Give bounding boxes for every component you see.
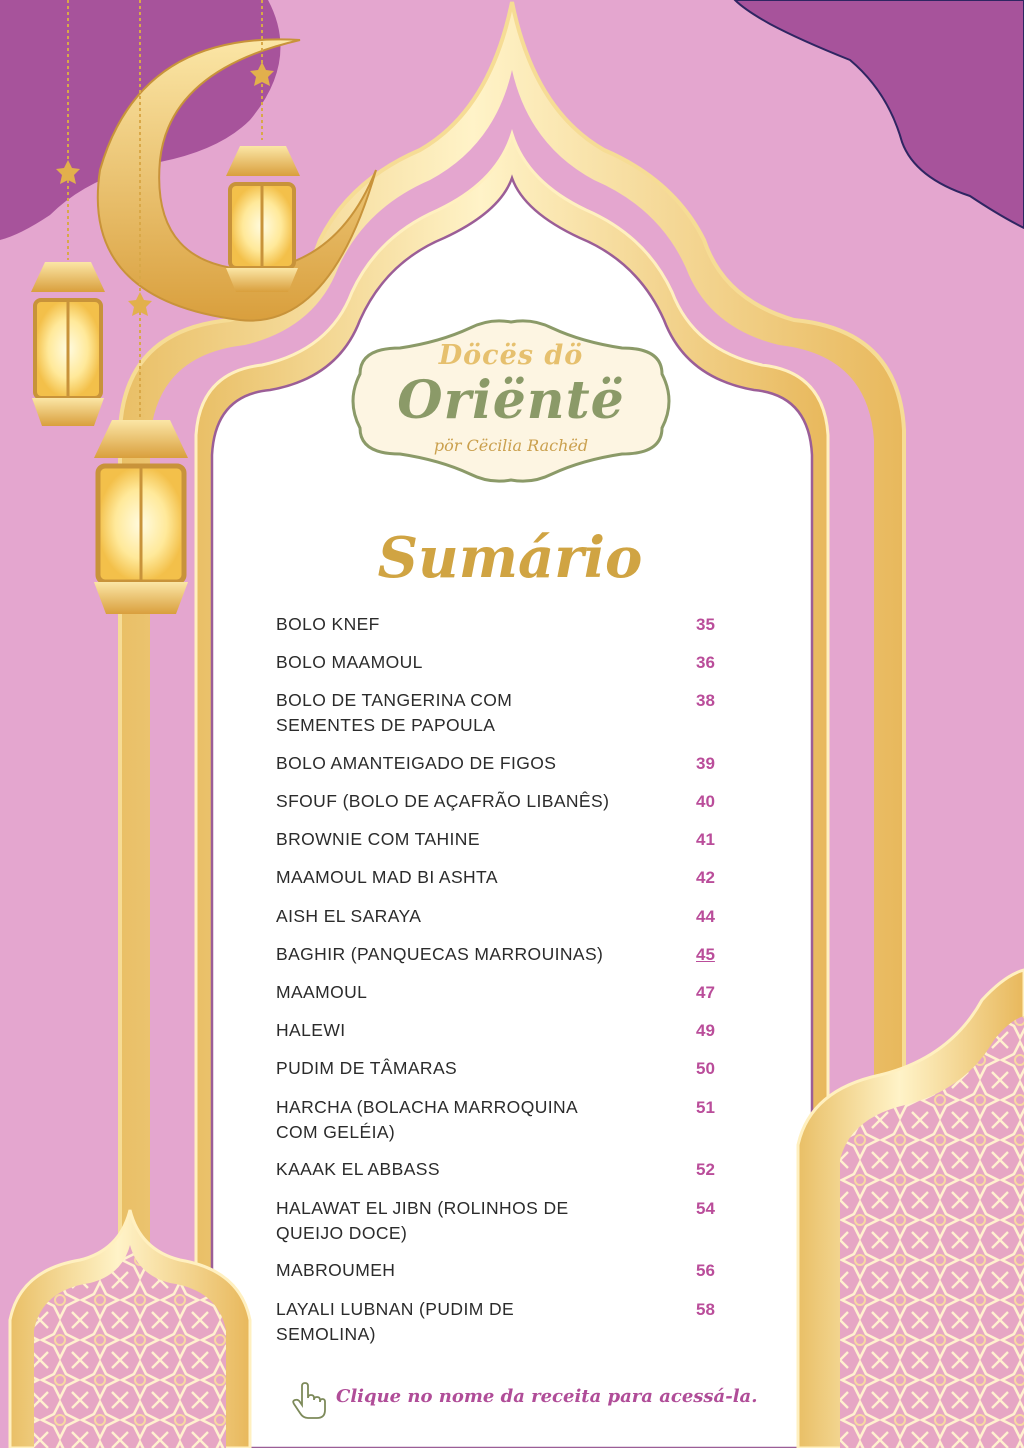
toc-recipe-link[interactable] [276,1095,656,1145]
toc-page-number[interactable]: 35 [696,615,715,634]
toc-recipe-name-line: HARCHA (BOLACHA MARROQUINA [276,1097,579,1117]
toc-recipe-link[interactable] [276,827,656,852]
toc-recipe-name-line: MAAMOUL MAD BI ASHTA [276,867,498,887]
toc-recipe-name-line: SFOUF (BOLO DE AÇAFRÃO LIBANÊS) [276,791,610,811]
toc-recipe-link[interactable] [276,1018,656,1043]
toc-recipe-link[interactable] [276,612,656,637]
toc-recipe-name-line: PUDIM DE TÂMARAS [276,1058,458,1078]
toc-recipe-name-line: MAAMOUL [276,982,368,1002]
toc-page-number[interactable]: 56 [696,1261,715,1280]
hint [292,1382,758,1422]
toc-recipe-link[interactable] [276,865,656,890]
toc-recipe-name-line: BOLO AMANTEIGADO DE FIGOS [276,753,557,773]
toc-recipe-link[interactable] [276,980,656,1005]
toc-row[interactable] [276,1258,724,1283]
toc-page-number[interactable]: 45 [696,945,715,964]
top-right-banner [735,0,1024,228]
toc-row[interactable] [276,1056,724,1081]
toc-recipe-name-line: KAAAK EL ABBASS [276,1159,440,1179]
toc-row[interactable] [276,865,724,890]
lantern-middle [94,420,188,614]
toc-page-number[interactable]: 49 [696,1021,715,1040]
toc-recipe-name-line: SEMENTES DE PAPOULA [276,715,496,735]
toc-row[interactable] [276,688,724,738]
toc-recipe-link[interactable] [276,1196,656,1246]
toc-page-number[interactable]: 39 [696,754,715,773]
toc-page-number[interactable]: 40 [696,792,715,811]
toc-row[interactable] [276,1095,724,1145]
lantern-right [226,146,300,292]
toc-recipe-link[interactable] [276,789,656,814]
page-title: Sumário [377,525,643,591]
lantern-left [31,262,105,426]
hint-text: Clique no nome da receita para acessá-la. [336,1386,758,1407]
toc-row[interactable] [276,1196,724,1246]
toc-recipe-link[interactable] [276,1297,656,1347]
toc-recipe-link[interactable] [276,904,656,929]
toc-recipe-link[interactable] [276,1056,656,1081]
toc-recipe-link[interactable] [276,1258,656,1283]
toc-row[interactable] [276,789,724,814]
toc-row[interactable] [276,1297,724,1347]
toc-recipe-link[interactable] [276,688,656,738]
toc-recipe-name-line: BOLO KNEF [276,614,380,634]
toc-recipe-name-line: SEMOLINA) [276,1324,376,1344]
toc-recipe-name-line: MABROUMEH [276,1260,396,1280]
toc-recipe-name-line: HALAWAT EL JIBN (ROLINHOS DE [276,1198,569,1218]
toc-recipe-name-line: LAYALI LUBNAN (PUDIM DE [276,1299,515,1319]
toc-page-number[interactable]: 41 [696,830,715,849]
toc-row[interactable] [276,980,724,1005]
logo-line-3: pör Cëcilia Rachëd [433,436,589,455]
brand-logo [340,318,682,484]
toc-row[interactable] [276,751,724,776]
toc-page-number[interactable]: 50 [696,1059,715,1078]
toc-page-number[interactable]: 58 [696,1300,715,1319]
toc-page-number[interactable]: 47 [696,983,715,1002]
toc-page-number[interactable]: 51 [696,1098,715,1117]
toc-page-number[interactable]: 36 [696,653,715,672]
toc-row[interactable] [276,612,724,637]
toc-page-number[interactable]: 38 [696,691,715,710]
toc-row[interactable] [276,942,724,967]
logo-line-2: Oriëntë [397,370,625,431]
toc-recipe-name-line: BOLO DE TANGERINA COM [276,690,513,710]
toc-recipe-name-line: COM GELÉIA) [276,1122,396,1142]
toc-recipe-link[interactable] [276,1157,656,1182]
toc-page-number[interactable]: 52 [696,1160,715,1179]
pointer-hand-icon [292,1382,326,1420]
toc-row[interactable] [276,904,724,929]
toc-page-number[interactable]: 44 [696,907,715,926]
toc-recipe-link[interactable] [276,650,656,675]
toc-recipe-name-line: BAGHIR (PANQUECAS MARROUINAS) [276,944,604,964]
toc-recipe-name-line: HALEWI [276,1020,346,1040]
toc-recipe-name-line: BROWNIE COM TAHINE [276,829,480,849]
toc-page-number[interactable]: 42 [696,868,715,887]
toc-recipe-name-line: AISH EL SARAYA [276,906,422,926]
toc-row[interactable] [276,1157,724,1182]
toc-recipe-link[interactable] [276,942,656,967]
toc-row[interactable] [276,650,724,675]
toc-page-number[interactable]: 54 [696,1199,715,1218]
toc-recipe-name-line: BOLO MAAMOUL [276,652,423,672]
toc-recipe-link[interactable] [276,751,656,776]
toc-recipe-name-line: QUEIJO DOCE) [276,1223,408,1243]
toc-row[interactable] [276,1018,724,1043]
logo-line-1: Döcës dö [438,340,584,371]
toc-row[interactable] [276,827,724,852]
